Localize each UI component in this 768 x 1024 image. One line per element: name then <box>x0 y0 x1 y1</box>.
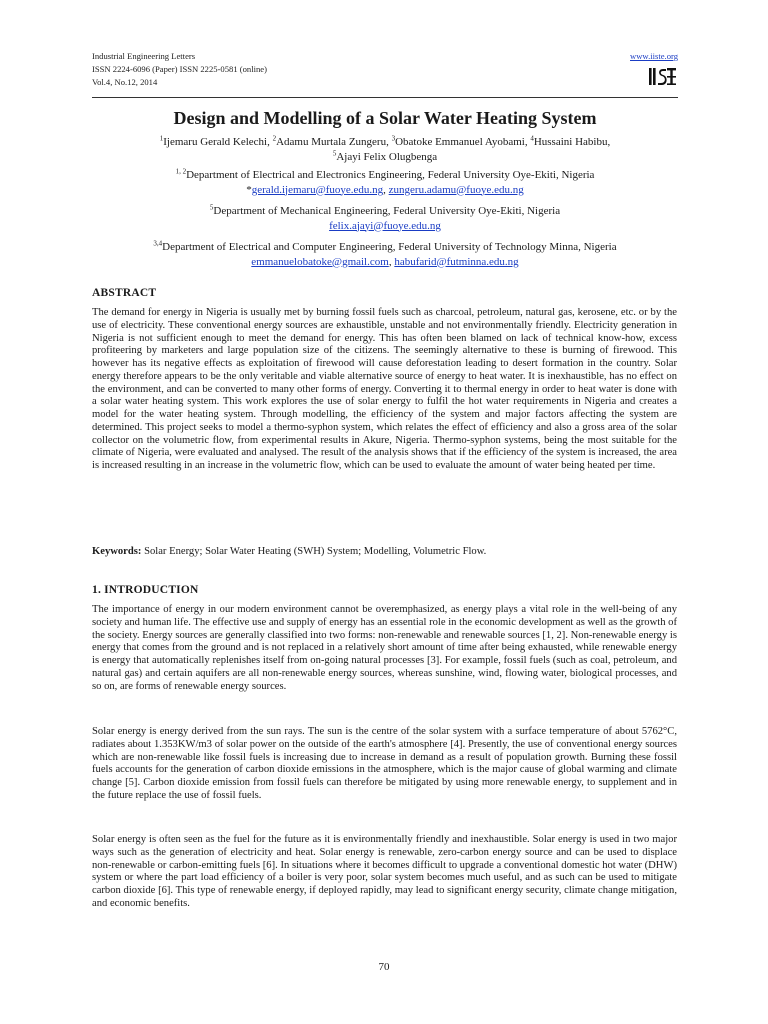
intro-paragraph: The importance of energy in our modern environment cannot be overemphasized, as energy plays a vital role in the well-being of any society and human life. The effective use and supply of energy has an essential role in the economic development as well as the growth of the society. Energy sources are generally classified into two forms: non-renewable and renewable sources [1, 2]. Non-renewable energy is energy that comes from the ground and is not replaced in a relatively short amount of time after being exhausted, while renewable energy is energy that automatically replenishes itself from on-going natural processes [3]. For example, fossil fuels (such as coal, petroleum, and natural gas) and certain aquifers are all non-renewable energy sources, whereas sunshine, wind, flowing water, biological processes, and so on, are forms of renewable energy sources. <box>92 604 677 692</box>
affiliation-sup: 1, 2 <box>175 167 187 176</box>
affiliation-sup: 5 <box>209 203 214 212</box>
email-link[interactable]: habufarid@futminna.edu.ng <box>394 255 519 268</box>
author-list <box>92 135 678 164</box>
paper-title: Design and Modelling of a Solar Water Heating System <box>173 108 597 128</box>
corresponding-mark: * <box>246 183 252 196</box>
keywords-label: Keywords: <box>92 546 142 557</box>
journal-name: Industrial Engineering Letters <box>92 51 196 61</box>
journal-links <box>630 50 678 92</box>
author-sup: 5 <box>332 148 337 157</box>
affiliation-text: Department of Electrical and Electronics Engineering, Federal University Oye-Ekiti, Nigeria <box>186 169 595 181</box>
author-name: Obatoke Emmanuel Ayobami, <box>395 136 531 148</box>
affiliation-text: Department of Mechanical Engineering, Federal University Oye-Ekiti, Nigeria <box>213 205 561 217</box>
author-sup: 4 <box>530 134 534 143</box>
keywords <box>92 546 677 559</box>
email-link[interactable]: zungeru.adamu@fuoye.edu.ng <box>388 183 524 196</box>
author-name: Ijemaru Gerald Kelechi, <box>163 136 273 148</box>
abstract-heading: ABSTRACT <box>92 287 157 299</box>
affiliation-1: $^{1, 2}$Department of Electrical and Electronics Engineering, Federal University Oye-Ekiti, Nigeria *gerald.ijemaru@fuoye.edu.ng, zungeru.adamu@fuoye.edu.ng <box>175 167 595 196</box>
affiliation-text: Department of Electrical and Computer Engineering, Federal University of Technology Minna, Nigeria <box>162 241 617 253</box>
journal-info <box>92 50 267 89</box>
iiste-logo-graphic <box>648 65 678 87</box>
page-number: 70 <box>378 961 390 973</box>
author-sup: 1 <box>159 134 164 143</box>
intro-paragraph: Solar energy is often seen as the fuel for the future as it is environmentally friendly and inexhaustible. Solar energy is used in two major ways such as the generation of electricity and heat. Solar energy is renewable, zero-carbon energy source and can be used to displace non-renewable or carbon-emitting fuels [6]. In situations where it becomes difficult to upgrade a conventional domestic hot water (DHW) system or where the part load efficiency of a boiler is very poor, solar system becomes much useful, and as such can be used to mitigate carbon dioxide [6]. This type of renewable energy, if deployed rapidly, may lead to significant energy security, climate change mitigation, and economic benefits. <box>92 834 677 909</box>
journal-issn: ISSN 2224-6096 (Paper) ISSN 2225-0581 (online) <box>92 64 267 74</box>
introduction-heading: 1. INTRODUCTION <box>92 584 199 596</box>
journal-url-link[interactable]: www.iiste.org <box>630 51 678 61</box>
author-sup: 2 <box>272 134 277 143</box>
intro-paragraph: Solar energy is energy derived from the sun rays. The sun is the centre of the solar system with a surface temperature of about 5762°C, radiates about 1.353KW/m3 of solar power on the outside of the earth's atmosphere [4]. Presently, the use of conventional energy sources which are non-renewable like fossil fuels is increasing due to increase in demand as a result of population growth. Burning these fossil fuels accounts for the generation of carbon dioxide emissions in the atmosphere, which is the major cause of global warming and climate change [5]. Carbon dioxide emission from fossil fuels can therefore be mitigated by using more renewable energy, to supplement and in the future replace the use of fossil fuels. <box>92 726 677 801</box>
affiliation-3: $^{3,4}$Department of Electrical and Computer Engineering, Federal University of Technology Minna, Nigeria emmanuelobatoke@gmail.com, habufarid@futminna.edu.ng <box>153 239 617 268</box>
email-link[interactable]: felix.ajayi@fuoye.edu.ng <box>329 219 441 232</box>
email-link[interactable]: gerald.ijemaru@fuoye.edu.ng <box>251 183 384 196</box>
author-name: Adamu Murtala Zungeru, <box>276 136 392 148</box>
author-sup: 3 <box>391 134 396 143</box>
author-name: Ajayi Felix Olugbenga <box>336 150 438 163</box>
abstract-text: The demand for energy in Nigeria is usually met by burning fossil fuels such as charcoal, petroleum, natural gas, kerosene, etc. or by the use of electricity. These conventional energy sources are exhaustible, unstable and not environmentally friendly. Electricity generation in Nigeria is not sufficient enough to meet the demand for energy. This has often been blamed on lack of technical know-how, excess profiteering by marketers and large population size of the citizens. The seemingly alternative to these is burning of firewood. This however has its negative effects as exploitation of firewood will cause deforestation leading to desert formation in the country. Solar energy therefore appears to be the only veritable and viable alternative source of energy to heat water. It is inexhaustible, has no effect on the environment, and can be converted to many other forms of energy. Converting it to thermal energy in order to heat water is done with a solar water heating system. This work explores the use of solar energy to fulfil the hot water requirements in Nigeria and creates a model for the water heating system. Through modelling, the efficiency of the system and major factors affecting the system are determined. This project seeks to model a thermo-syphon system, which relates the effect of efficiency and also a gross area of the solar collector on the volumetric flow, from experimental results in Akure, Nigeria. Thermo-syphon systems, being the most suitable for the climate of Nigeria, were evaluated and analysed. The result of the analysis shows that if the efficiency of the system is increased, the area is increased resulting in an increase in the volumetric flow, which can be used to evaluate the amount of water being heated per time. <box>92 307 677 471</box>
affiliation-2 <box>92 204 678 233</box>
journal-volume: Vol.4, No.12, 2014 <box>92 77 158 87</box>
author-name: Hussaini Habibu, <box>533 136 611 148</box>
iiste-logo <box>648 65 678 92</box>
email-link[interactable]: emmanuelobatoke@gmail.com <box>251 255 389 268</box>
page-header <box>92 50 678 98</box>
affiliation-sup: 3,4 <box>153 239 163 248</box>
header-divider <box>92 97 678 98</box>
keywords-text: Solar Energy; Solar Water Heating (SWH) System; Modelling, Volumetric Flow. <box>144 546 487 557</box>
